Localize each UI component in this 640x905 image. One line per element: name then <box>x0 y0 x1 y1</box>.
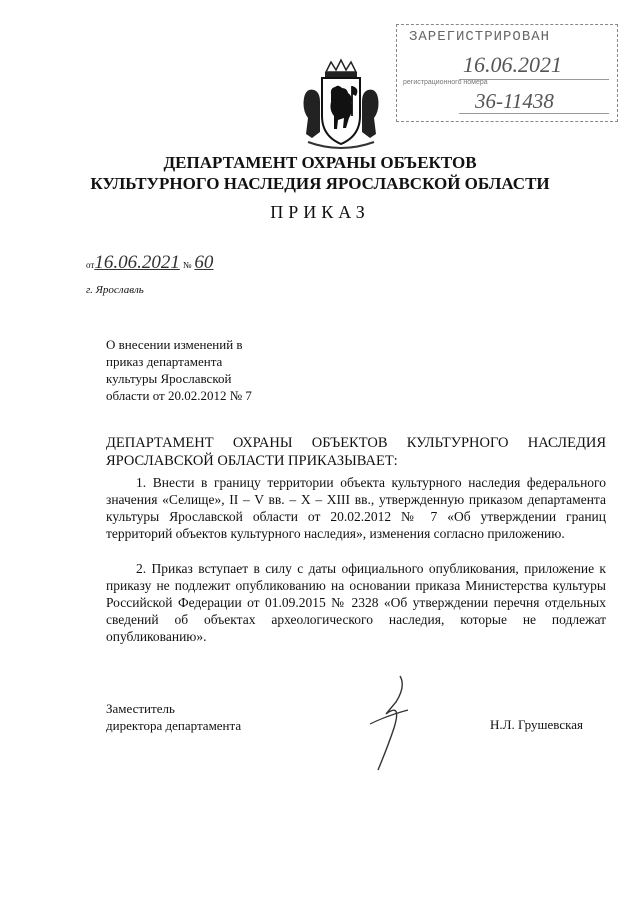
heading-line-2: КУЛЬТУРНОГО НАСЛЕДИЯ ЯРОСЛАВСКОЙ ОБЛАСТИ <box>90 174 550 193</box>
coat-of-arms-icon <box>298 58 384 154</box>
subject-line: О внесении изменений в <box>106 337 243 352</box>
position-line-1: Заместитель <box>106 701 175 716</box>
registration-stamp <box>396 24 618 122</box>
order-paragraph-1: 1. Внести в границу территории объекта культурного наследия федерального значения «Селище», II – V вв. – X – XIII вв., утвержденную приказом департамента культуры Ярославской области от 20.02.2012 № 7 «Об утверждении границ территорий объектов культурного наследия», изменения согласно приложению. <box>106 475 606 541</box>
order-paragraph-2: 2. Приказ вступает в силу с даты официального опубликования, приложение к приказу не подлежит опубликованию на основании приказа Министерства культуры Российской Федерации от 01.09.2015 № 2328 «Об утверждении перечня отдельных сведений об объектах археологического наследия, которые не подлежат опубликованию». <box>106 561 606 644</box>
from-label: от <box>86 260 95 270</box>
document-type: ПРИКАЗ <box>270 202 370 222</box>
subject-block <box>106 336 306 404</box>
department-heading <box>0 152 640 194</box>
stamp-date: 16.06.2021 <box>463 52 562 77</box>
heading-line-1: ДЕПАРТАМЕНТ ОХРАНЫ ОБЪЕКТОВ <box>163 153 477 172</box>
subject-line: области от 20.02.2012 № 7 <box>106 388 252 403</box>
stamp-caption: регистрационного номера <box>403 79 488 86</box>
handwritten-date: 16.06.2021 <box>94 252 180 273</box>
handwritten-signature-icon <box>356 672 426 772</box>
order-intro-line-1: ДЕПАРТАМЕНТ ОХРАНЫ ОБЪЕКТОВ КУЛЬТУРНОГО НАСЛЕДИЯ <box>106 435 606 451</box>
handwritten-number: 60 <box>194 252 214 273</box>
signer-name: Н.Л. Грушевская <box>490 717 583 732</box>
city: г. Ярославль <box>86 284 144 296</box>
subject-line: приказ департамента <box>106 354 223 369</box>
position-line-2: директора департамента <box>106 718 242 733</box>
subject-line: культуры Ярославской <box>106 371 232 386</box>
signer-position <box>106 700 241 734</box>
date-number-line <box>86 252 213 274</box>
stamp-underline-2 <box>459 113 609 114</box>
order-intro-line-2: ЯРОСЛАВСКОЙ ОБЛАСТИ ПРИКАЗЫВАЕТ: <box>106 453 398 469</box>
stamp-number: 36-11438 <box>475 89 554 113</box>
stamp-title: ЗАРЕГИСТРИРОВАН <box>409 29 551 45</box>
number-label: № <box>182 260 192 270</box>
